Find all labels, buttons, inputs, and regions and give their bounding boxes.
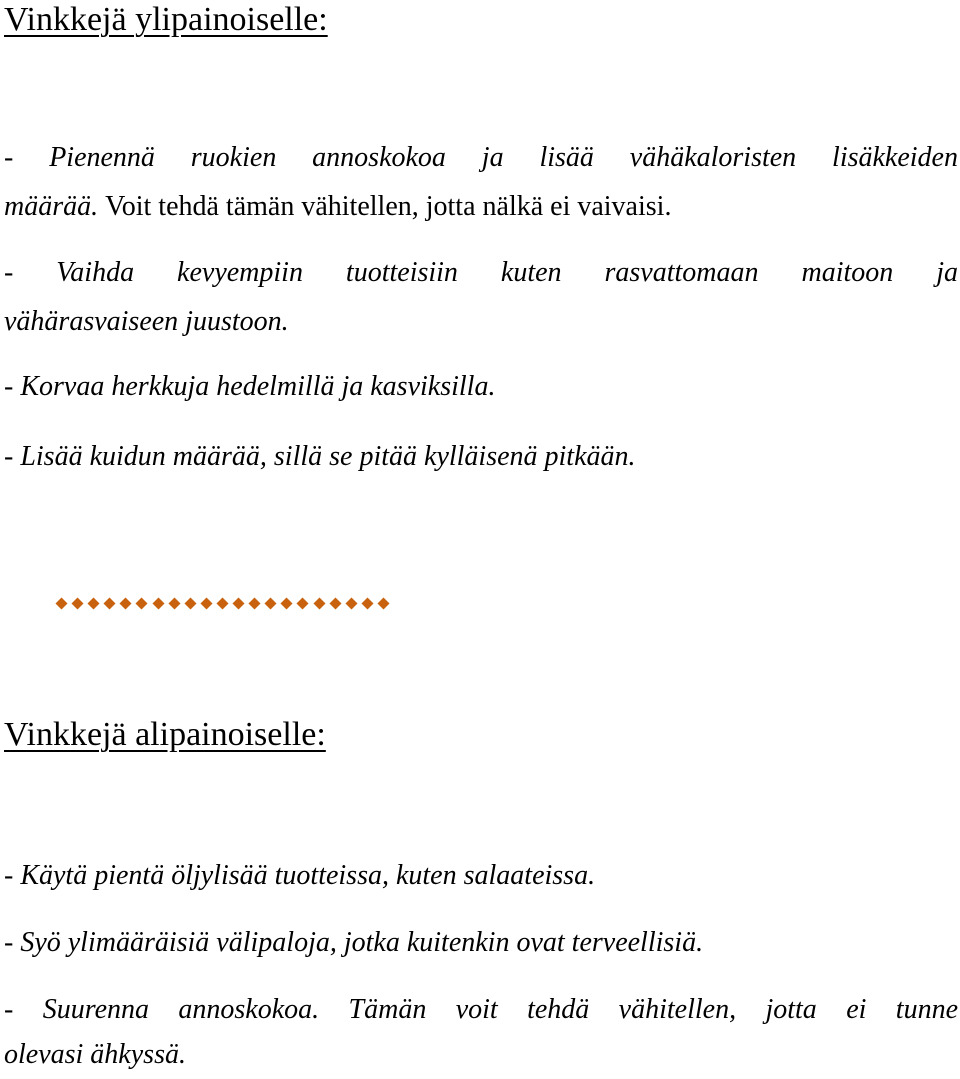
tip-oil-additions: - Käytä pientä öljylisää tuotteissa, kuten salaateissa. (4, 860, 596, 891)
tip-line-part: Voit tehdä tämän vähitellen, jotta nälkä ei vaivaisi. (105, 191, 672, 222)
diamond-icon (87, 597, 100, 610)
diamond-icon (168, 597, 181, 610)
diamond-icon (361, 597, 374, 610)
tip-increase-portions (4, 987, 958, 1077)
diamond-icon (296, 597, 309, 610)
tip-replace-treats: - Korvaa herkkuja hedelmillä ja kasviksilla. (4, 371, 496, 402)
diamond-icon (329, 597, 342, 610)
tip-line-part: määrää. (4, 191, 99, 222)
heading-overweight-tips: Vinkkejä ylipainoiselle: (4, 1, 328, 38)
diamond-icon (313, 597, 326, 610)
diamond-divider (55, 597, 390, 610)
diamond-icon (184, 597, 197, 610)
diamond-icon (119, 597, 132, 610)
diamond-icon (264, 597, 277, 610)
tip-line: - Vaihda kevyempiin tuotteisiin kuten rasvattomaan maitoon ja (4, 257, 958, 288)
diamond-icon (280, 597, 293, 610)
heading-underweight-tips: Vinkkejä alipainoiselle: (4, 716, 326, 753)
diamond-icon (377, 597, 390, 610)
tip-line: - Suurenna annoskokoa. Tämän voit tehdä vähitellen, jotta ei tunne (4, 994, 958, 1025)
diamond-icon (200, 597, 213, 610)
diamond-icon (152, 597, 165, 610)
diamond-icon (248, 597, 261, 610)
tip-lighter-products (4, 248, 958, 346)
diamond-icon (55, 597, 68, 610)
diamond-icon (216, 597, 229, 610)
tip-add-fiber: - Lisää kuidun määrää, sillä se pitää kylläisenä pitkään. (4, 441, 636, 472)
diamond-icon (232, 597, 245, 610)
tip-line (4, 182, 958, 231)
tip-extra-snacks: - Syö ylimääräisiä välipaloja, jotka kuitenkin ovat terveellisiä. (4, 927, 704, 958)
tip-line: - Pienennä ruokien annoskokoa ja lisää vähäkaloristen lisäkkeiden (4, 142, 958, 173)
diamond-icon (71, 597, 84, 610)
tip-line: vähärasvaiseen juustoon. (4, 306, 289, 337)
tip-line: olevasi ähkyssä. (4, 1039, 186, 1070)
diamond-icon (345, 597, 358, 610)
tip-reduce-portions (4, 133, 958, 231)
diamond-icon (135, 597, 148, 610)
diamond-icon (103, 597, 116, 610)
